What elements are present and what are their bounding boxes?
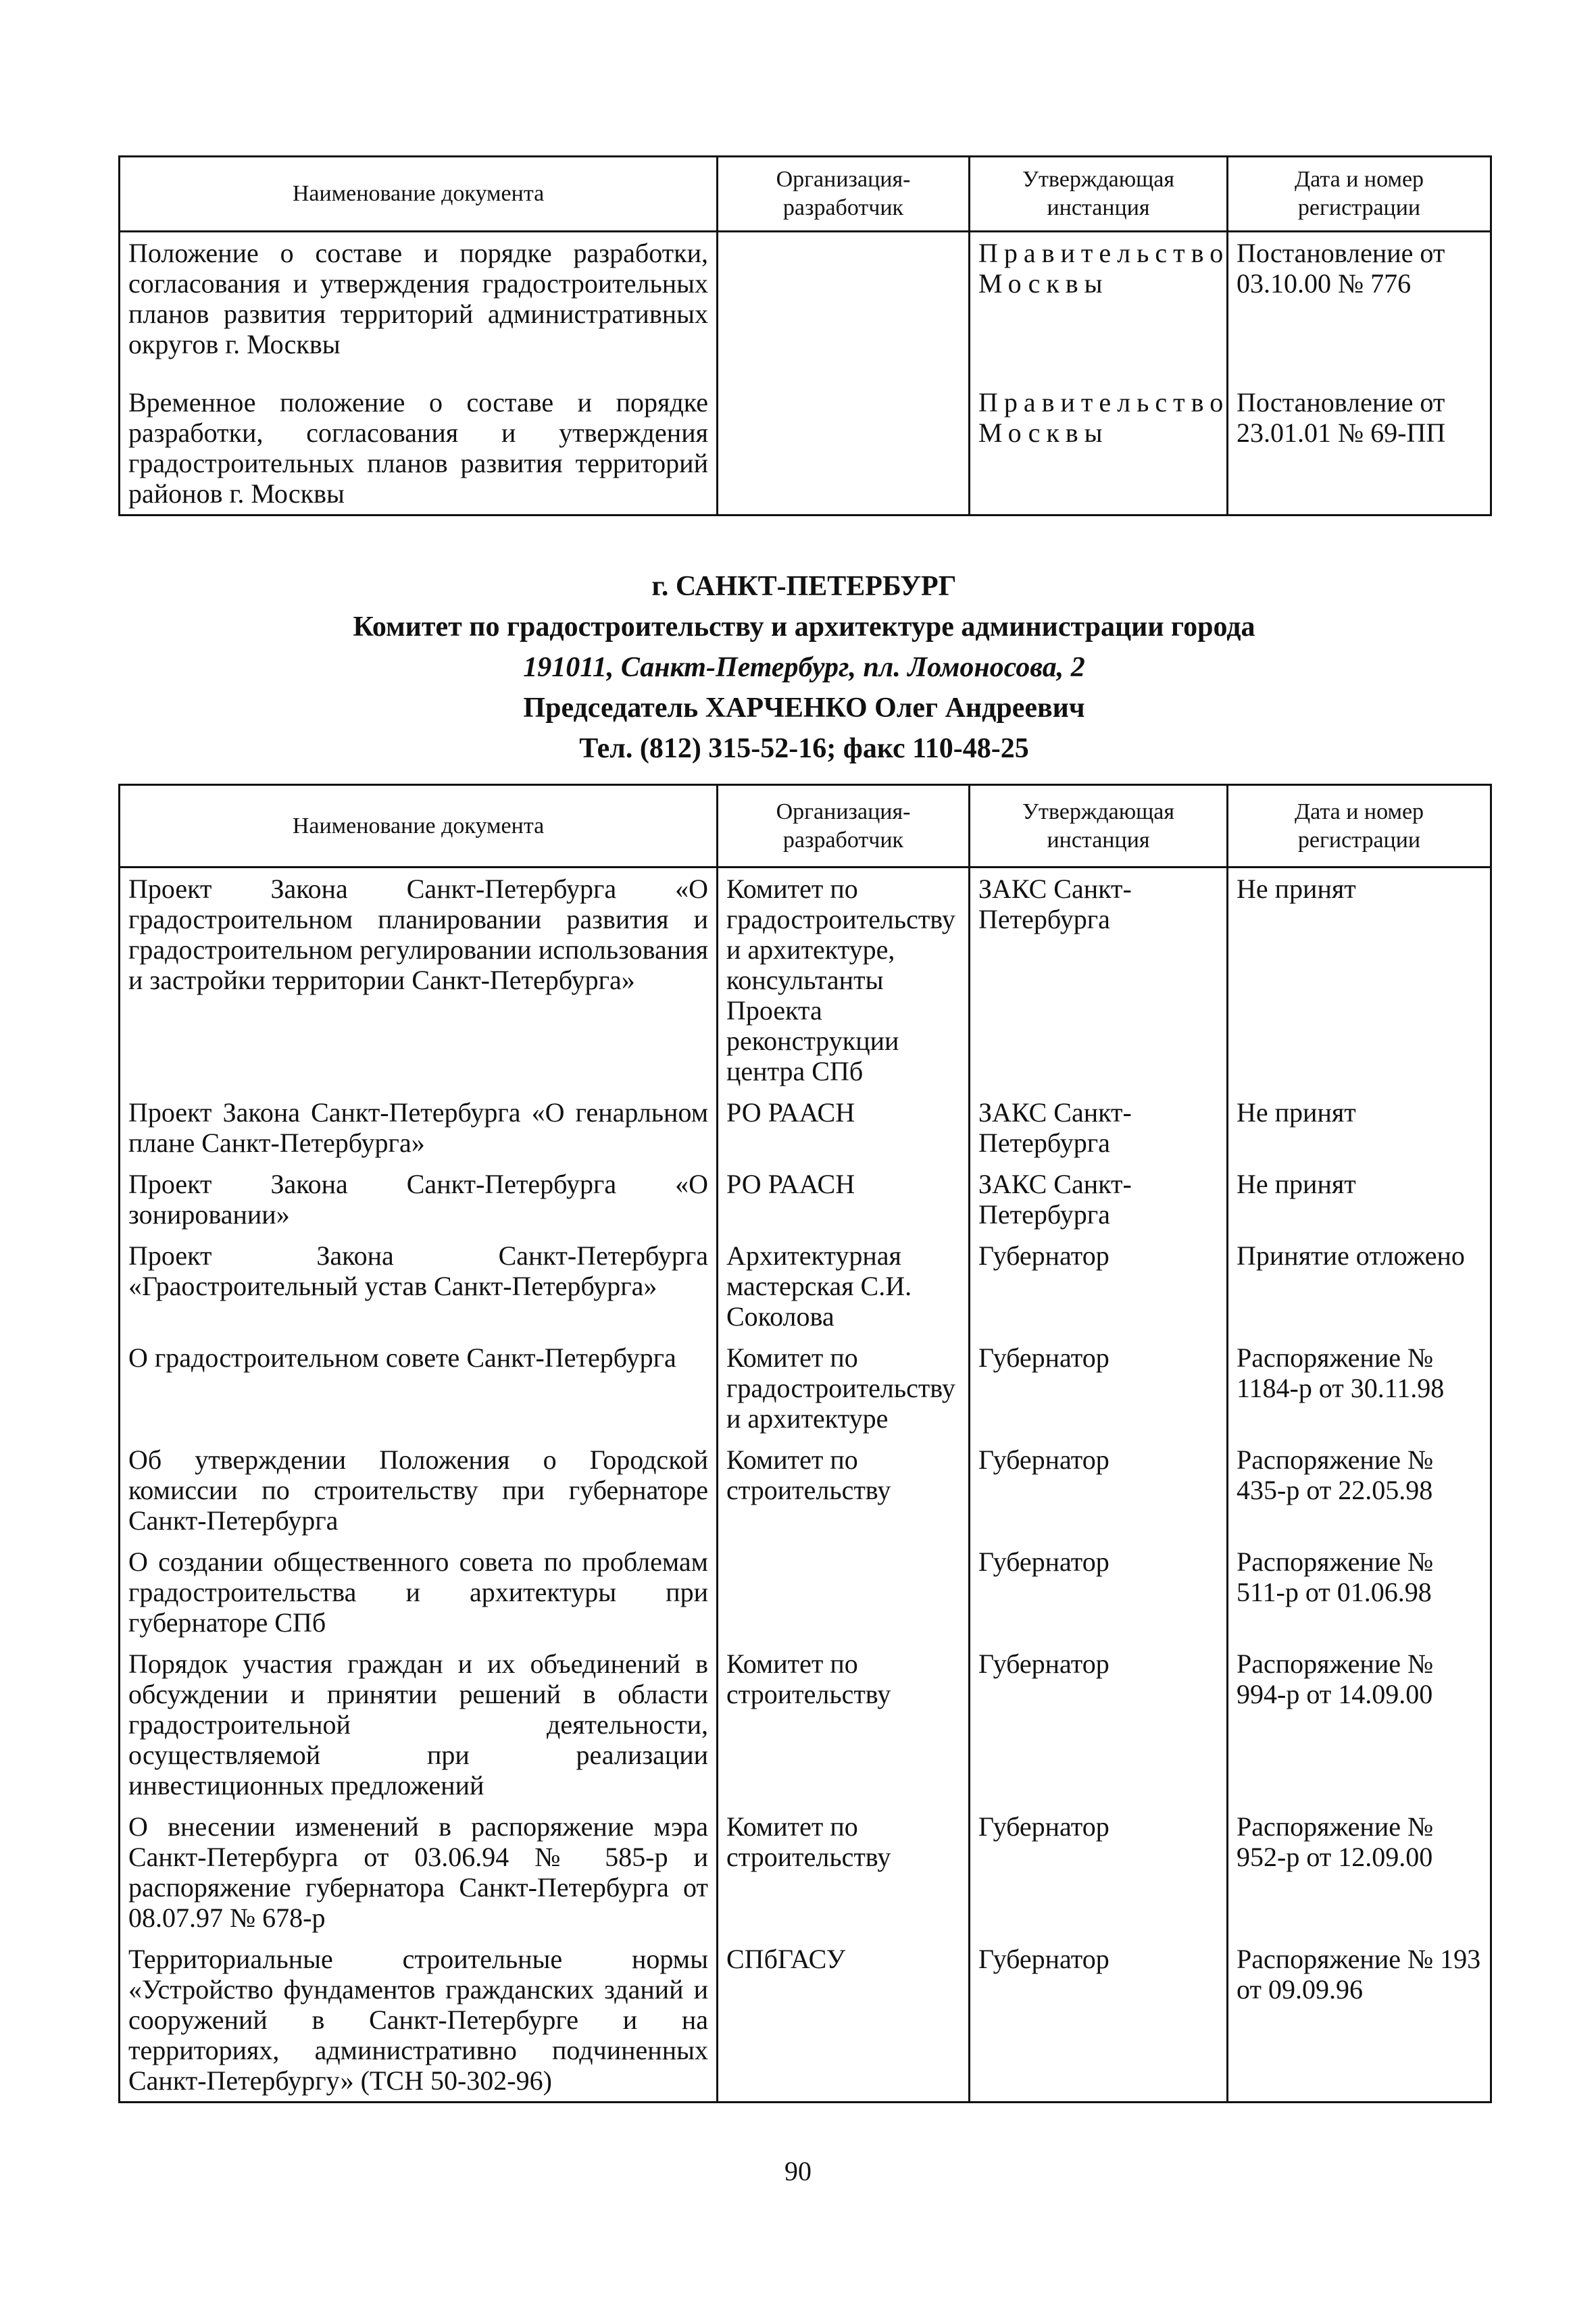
header-document-name: Наименование документа — [120, 157, 718, 232]
cell-registration: Не принят — [1228, 1163, 1491, 1235]
header-document-name: Наименование документа — [120, 785, 718, 867]
page-number: 90 — [784, 2156, 812, 2186]
table-row — [120, 1541, 1491, 1643]
cell-approving-authority: Губернатор — [970, 1806, 1228, 1938]
table-row — [120, 1806, 1491, 1938]
cell-developer-org: РО РААСН — [718, 1092, 970, 1163]
cell-developer-org: Комитет по строительству — [718, 1643, 970, 1806]
cell-registration: Распоряжение № 1184-р от 30.11.98 — [1228, 1337, 1491, 1439]
cell-developer-org: Архитектурная мастерская С.И. Соколова — [718, 1235, 970, 1337]
cell-document-name: Проект Закона Санкт-Петербурга «О зонировании» — [120, 1163, 718, 1235]
cell-registration: Постановление от 03.10.00 № 776 — [1228, 232, 1491, 382]
cell-document-name: Порядок участия граждан и их объединений в обсуждении и принятии решений в области градостроительной деятельности, осуществляемой при реализации инвестиционных предложений — [120, 1643, 718, 1806]
organization-heading — [118, 566, 1490, 769]
table-row — [120, 1938, 1491, 2103]
cell-registration: Распоряжение № 511-р от 01.06.98 — [1228, 1541, 1491, 1643]
documents-table-moscow — [118, 155, 1492, 516]
table-row — [120, 867, 1491, 1092]
table-row — [120, 1439, 1491, 1541]
cell-document-name: Территориальные строительные нормы «Устройство фундаментов гражданских зданий и сооружений в Санкт-Петербурге и на территориях, административно подчиненных Санкт-Петербургу» (ТСН 50-302-96) — [120, 1938, 718, 2103]
cell-registration: Распоряжение № 435-р от 22.05.98 — [1228, 1439, 1491, 1541]
cell-approving-authority: Губернатор — [970, 1541, 1228, 1643]
cell-approving-authority: Губернатор — [970, 1235, 1228, 1337]
committee-name: Комитет по градостроительству и архитектуре администрации города — [353, 611, 1255, 643]
table-row — [120, 1092, 1491, 1163]
header-registration-date: Дата и номер регистрации — [1228, 785, 1491, 867]
header-approving-authority: Утверждающая инстанция — [970, 157, 1228, 232]
cell-document-name: О градостроительном совете Санкт-Петербурга — [120, 1337, 718, 1439]
table-row — [120, 1643, 1491, 1806]
header-registration-date: Дата и номер регистрации — [1228, 157, 1491, 232]
city-title: г. САНКТ-ПЕТЕРБУРГ — [651, 571, 957, 602]
committee-address: 191011, Санкт-Петербург, пл. Ломоносова, 2 — [523, 652, 1085, 683]
cell-developer-org: Комитет по строительству — [718, 1806, 970, 1938]
cell-registration: Распоряжение № 952-р от 12.09.00 — [1228, 1806, 1491, 1938]
cell-registration: Не принят — [1228, 867, 1491, 1092]
table-row — [120, 1235, 1491, 1337]
cell-registration: Постановление от 23.01.01 № 69-ПП — [1228, 382, 1491, 515]
documents-table-spb — [118, 784, 1492, 2103]
table-row — [120, 1163, 1491, 1235]
cell-developer-org — [718, 1541, 970, 1643]
header-developer-org: Организация- разработчик — [718, 785, 970, 867]
cell-developer-org: Комитет по градостроительству и архитектуре, консультанты Проекта реконструкции центра СПб — [718, 867, 970, 1092]
header-developer-org: Организация- разработчик — [718, 157, 970, 232]
cell-document-name: Проект Закона Санкт-Петербурга «О генарльном плане Санкт-Петербурга» — [120, 1092, 718, 1163]
committee-chairman: Председатель ХАРЧЕНКО Олег Андреевич — [523, 693, 1085, 724]
cell-document-name: Проект Закона Санкт-Петербурга «О градостроительном планировании развития и градостроительном регулировании использования и застройки территории Санкт-Петербурга» — [120, 867, 718, 1092]
cell-approving-authority: Губернатор — [970, 1439, 1228, 1541]
header-approving-authority: Утверждающая инстанция — [970, 785, 1228, 867]
cell-approving-authority: ЗАКС Санкт-Петербурга — [970, 1092, 1228, 1163]
table-header-row — [120, 785, 1491, 867]
cell-developer-org — [718, 232, 970, 382]
cell-document-name: О создании общественного совета по проблемам градостроительства и архитектуры при губернаторе СПб — [120, 1541, 718, 1643]
cell-developer-org: Комитет по строительству — [718, 1439, 970, 1541]
cell-registration: Принятие отложено — [1228, 1235, 1491, 1337]
cell-registration: Распоряжение № 994-р от 14.09.00 — [1228, 1643, 1491, 1806]
cell-approving-authority: ЗАКС Санкт-Петербурга — [970, 1163, 1228, 1235]
cell-document-name: Положение о составе и порядке разработки, согласования и утверждения градостроительных планов развития территорий административных округов г. Москвы — [120, 232, 718, 382]
cell-registration: Не принят — [1228, 1092, 1491, 1163]
cell-developer-org: РО РААСН — [718, 1163, 970, 1235]
cell-approving-authority: Правительство Москвы — [970, 382, 1228, 515]
cell-developer-org: Комитет по градостроительству и архитектуре — [718, 1337, 970, 1439]
cell-document-name: Временное положение о составе и порядке разработки, согласования и утверждения градостроительных планов развития территорий районов г. Москвы — [120, 382, 718, 515]
cell-approving-authority: Губернатор — [970, 1938, 1228, 2103]
cell-document-name: Проект Закона Санкт-Петербурга «Граостроительный устав Санкт-Петербурга» — [120, 1235, 718, 1337]
table-header-row — [120, 157, 1491, 232]
cell-developer-org — [718, 382, 970, 515]
cell-document-name: Об утверждении Положения о Городской комиссии по строительству при губернаторе Санкт-Петербурга — [120, 1439, 718, 1541]
table-row — [120, 382, 1491, 515]
cell-document-name: О внесении изменений в распоряжение мэра Санкт-Петербурга от 03.06.94 № 585-р и распоряжение губернатора Санкт-Петербурга от 08.07.97 № 678-р — [120, 1806, 718, 1938]
cell-developer-org: СПбГАСУ — [718, 1938, 970, 2103]
cell-registration: Распоряжение № 193 от 09.09.96 — [1228, 1938, 1491, 2103]
committee-phone: Тел. (812) 315-52-16; факс 110-48-25 — [579, 733, 1029, 764]
table-row — [120, 232, 1491, 382]
table-row — [120, 1337, 1491, 1439]
cell-approving-authority: Правительство Москвы — [970, 232, 1228, 382]
cell-approving-authority: ЗАКС Санкт-Петербурга — [970, 867, 1228, 1092]
cell-approving-authority: Губернатор — [970, 1643, 1228, 1806]
cell-approving-authority: Губернатор — [970, 1337, 1228, 1439]
